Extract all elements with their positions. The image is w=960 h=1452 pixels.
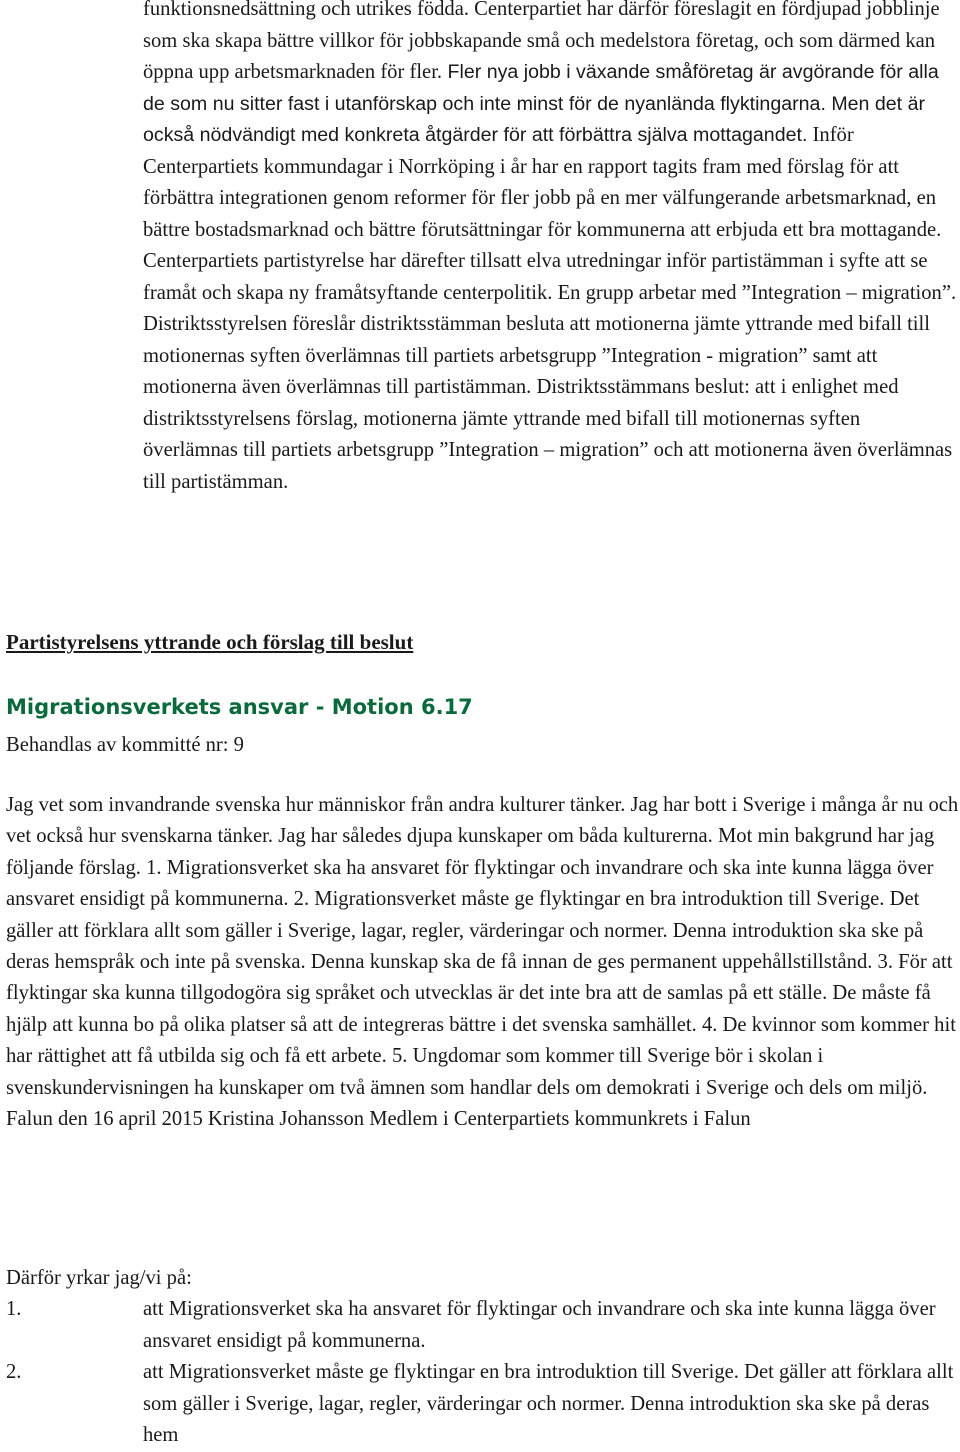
statement-text-part2: Inför Centerpartiets kommundagar i Norrköping i år har en rapport tagits fram med förslag för att förbättra integrationen genom reformer för fler jobb på en mer välfungerande arbetsmarknad, en bättre bostadsmarknad och bättre förutsättningar för kommunerna att erbjuda ett bra mottagande. Centerpartiets partistyrelse har därefter tillsatt elva utredningar inför partistämman i syfte att se framåt och skapa ny framåtsyftande centerpolitik. En grupp arbetar med ”Integration – migration”. Distriktsstyrelsen föreslår distriktsstämman besluta att motionerna jämte yttrande med bifall till motionernas syften överlämnas till partiets arbetsgrupp ”Integration - migration” samt att motionerna även överlämnas till partistämman. Distriktsstämmans beslut: att i enlighet med distriktsstyrelsens förslag, motionerna jämte yttrande med bifall till motionernas syften överlämnas till partiets arbetsgrupp ”Integration – migration” och att motionerna även överlämnas till partistämman. [143, 124, 957, 493]
demand-item [6, 1294, 956, 1357]
demand-text: att Migrationsverket måste ge flyktingar en bra introduktion till Sverige. Det gäller att förklara allt som gäller i Sverige, lagar, regler, värderingar och normer. Denna introduktion ska ske på deras hem [143, 1361, 954, 1446]
committee-line: Behandlas av kommitté nr: 9 [6, 734, 244, 756]
demand-item [6, 1357, 956, 1452]
statement-text-sans: Fler nya jobb i växande småföretag är avgörande för alla de som nu sitter fast i utanförskap och inte minst för de nyanlända flyktingarna. Men det är också nödvändigt med konkreta åtgärder för att förbättra själva mottagandet. [143, 61, 939, 146]
statement-text-part1: funktionsnedsättning och utrikes födda. Centerpartiet har därför föreslagit en fördjupad jobblinje som ska skapa bättre villkor för jobbskapande små och medelstora företag, och som därmed kan öppna upp arbetsmarknaden för fler. [143, 0, 940, 83]
demand-number: 1. [6, 1298, 22, 1320]
board-statement-heading: Partistyrelsens yttrande och förslag till beslut [6, 630, 414, 654]
demand-text: att Migrationsverket ska ha ansvaret för flyktingar och invandrare och ska inte kunna lägga över ansvaret ensidigt på kommunerna. [143, 1298, 936, 1352]
demand-intro: Därför yrkar jag/vi på: [6, 1267, 192, 1289]
statement-paragraph [143, 0, 957, 498]
motion-body: Jag vet som invandrande svenska hur människor från andra kulturer tänker. Jag har bott i Sverige i många år nu och vet också hur svenskarna tänker. Jag har således djupa kunskaper om båda kulturerna. Mot min bakgrund har jag följande förslag. 1. Migrationsverket ska ha ansvaret för flyktingar och invandrare och ska inte kunna lägga över ansvaret ensidigt på kommunerna. 2. Migrationsverket måste ge flyktingar en bra introduktion till Sverige. Det gäller att förklara allt som gäller i Sverige, lagar, regler, värderingar och normer. Denna introduktion ska ske på deras hemspråk och inte på svenska. Denna kunskap ska de få innan de ges permanent uppehållstillstånd. 3. För att flyktingar ska kunna tillgodogöra sig språket och utvecklas är det inte bra att de samlas på ett ställe. De måste få hjälp att kunna bo på olika platser så att de integreras bättre i det svenska samhället. 4. De kvinnor som kommer hit har rättighet att få utbilda sig och få ett arbete. 5. Ungdomar som kommer till Sverige bör i skolan i svenskundervisningen ha kunskaper om två ämnen som handlar dels om demokrati i Sverige och dels om miljö. Falun den 16 april 2015 Kristina Johansson Medlem i Centerpartiets kommunkrets i Falun [6, 794, 959, 1131]
motion-title: Migrationsverkets ansvar - Motion 6.17 [6, 695, 473, 719]
demand-number: 2. [6, 1361, 22, 1383]
